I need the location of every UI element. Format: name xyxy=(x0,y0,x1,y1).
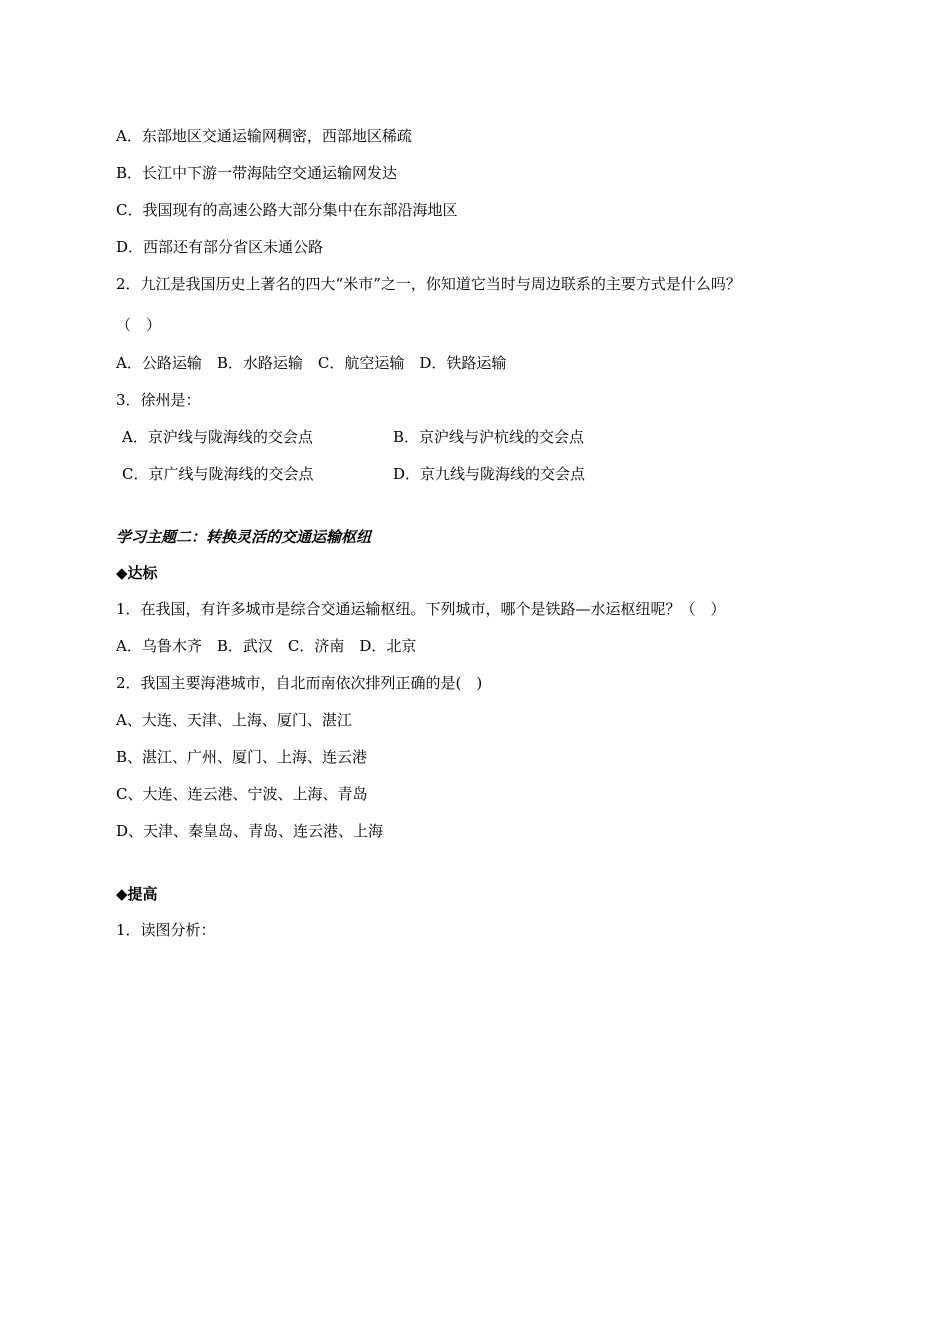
q2-question: 2．九江是我国历史上著名的四大“米市”之一，你知道它当时与周边联系的主要方式是什么吗？ xyxy=(116,275,741,293)
topic2-q1-options: A．乌鲁木齐 B．武汉 C．济南 D．北京 xyxy=(116,637,417,655)
improve-label: ◆提高 xyxy=(116,885,158,903)
q1-option-a: A．东部地区交通运输网稠密，西部地区稀疏 xyxy=(116,127,412,145)
topic2-title: 学习主题二：转换灵活的交通运输枢纽 xyxy=(116,528,372,546)
q2-answer-blank: （ ） xyxy=(116,316,162,334)
q3-question: 3．徐州是： xyxy=(116,391,201,409)
q3-option-d: D．京九线与陇海线的交会点 xyxy=(393,465,586,483)
topic2-q1-question: 1．在我国，有许多城市是综合交通运输枢纽。下列城市，哪个是铁路—水运枢纽呢？（ ） xyxy=(116,600,726,618)
topic2-q2-option-b: B、湛江、广州、厦门、上海、连云港 xyxy=(116,748,368,766)
standard-label: ◆达标 xyxy=(116,564,158,582)
q1-option-b: B．长江中下游一带海陆空交通运输网发达 xyxy=(116,164,398,182)
q1-option-d: D．西部还有部分省区未通公路 xyxy=(116,238,324,256)
topic2-q2-question: 2．我国主要海港城市，自北而南依次排列正确的是( ) xyxy=(116,674,483,692)
q3-option-c: C．京广线与陇海线的交会点 xyxy=(122,465,314,483)
q2-options: A．公路运输 B．水路运输 C．航空运输 D．铁路运输 xyxy=(116,354,507,372)
improve-q1: 1．读图分析： xyxy=(116,921,216,939)
topic2-q2-option-a: A、大连、天津、上海、厦门、湛江 xyxy=(116,711,352,729)
q3-option-a: A．京沪线与陇海线的交会点 xyxy=(122,428,313,446)
q1-option-c: C．我国现有的高速公路大部分集中在东部沿海地区 xyxy=(116,201,458,219)
topic2-q2-option-c: C、大连、连云港、宁波、上海、青岛 xyxy=(116,785,368,803)
q3-option-b: B．京沪线与沪杭线的交会点 xyxy=(393,428,585,446)
topic2-q2-option-d: D、天津、秦皇岛、青岛、连云港、上海 xyxy=(116,822,384,840)
